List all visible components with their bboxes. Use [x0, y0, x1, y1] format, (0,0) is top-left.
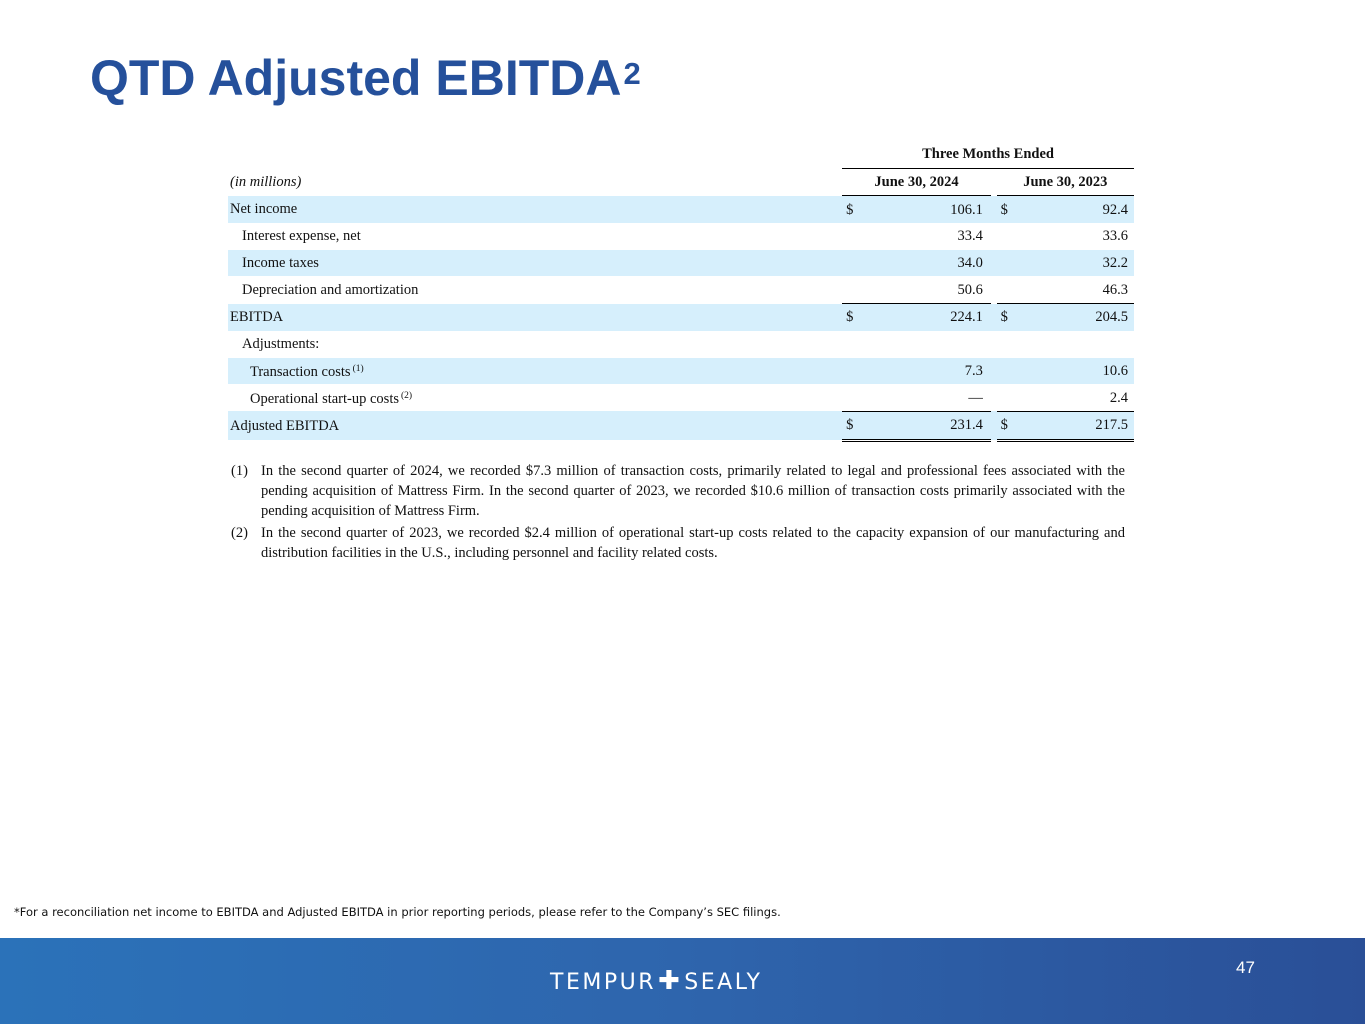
footnote-1 [231, 461, 1125, 521]
footnote-number: (1) [231, 463, 248, 479]
footnote-ref: (1) [352, 364, 364, 375]
plus-icon: ✚ [657, 966, 683, 996]
title-footnote-marker: 2 [623, 56, 641, 91]
period-group-header: Three Months Ended [842, 141, 1134, 168]
footnotes [231, 461, 1125, 565]
footnote-ref: (2) [401, 391, 413, 402]
value-2023: 217.5 [1030, 411, 1134, 440]
row-label: Transaction costs [250, 364, 351, 381]
row-label: Income taxes [228, 250, 837, 277]
value-2023: 92.4 [1030, 196, 1134, 223]
footnote-text: In the second quarter of 2023, we recorded $2.4 million of operational start-up costs related to the capacity expansion of our manufacturing and distribution facilities in the U.S., including personnel and facility related costs. [261, 525, 1125, 561]
value-2023: 46.3 [1102, 281, 1128, 298]
currency-2024: $ [842, 411, 875, 440]
currency-2023 [997, 331, 1030, 358]
table-row-transaction-costs [228, 358, 1134, 385]
table-row-startup-costs [228, 384, 1134, 411]
row-label: Depreciation and amortization [242, 282, 419, 299]
row-label: Net income [228, 196, 837, 223]
value-2023: 2.4 [1109, 389, 1128, 406]
footnote-number: (2) [231, 525, 248, 541]
currency-2023: $ [997, 304, 1030, 331]
slide-title-text: QTD Adjusted EBITDA [90, 50, 622, 106]
units-label: (in millions) [230, 174, 302, 191]
footnote-text: In the second quarter of 2024, we recorded $7.3 million of transaction costs, primarily related to legal and professional fees associated with the pending acquisition of Mattress Firm. In the second quarter of 2023, we recorded $10.6 million of transaction costs primarily associated with the pending acquisition of Mattress Firm. [261, 463, 1125, 519]
value-2024: 33.4 [957, 228, 983, 245]
table-row-interest-expense [228, 223, 1134, 250]
currency-2024 [842, 250, 875, 277]
value-2023: 204.5 [1030, 304, 1134, 331]
currency-2024 [842, 358, 875, 385]
currency-2024 [842, 223, 875, 250]
ebitda-reconciliation-table [228, 141, 1134, 442]
table-row-adjusted-ebitda [228, 411, 1134, 440]
currency-2023 [997, 276, 1030, 303]
row-label: Interest expense, net [242, 228, 361, 245]
currency-2023 [997, 384, 1030, 411]
row-label: EBITDA [228, 304, 837, 331]
table-column-header-row [228, 168, 1134, 196]
value-2024: 50.6 [957, 281, 983, 298]
currency-2023 [997, 223, 1030, 250]
currency-2024 [842, 276, 875, 303]
row-label: Operational start-up costs [250, 391, 399, 408]
value-2023: 33.6 [1102, 228, 1128, 245]
currency-2023: $ [997, 411, 1030, 440]
currency-2024 [842, 331, 875, 358]
currency-2024: $ [842, 196, 875, 223]
table-row-net-income [228, 196, 1134, 223]
column-header-2024: June 30, 2024 [842, 168, 991, 196]
value-2024 [875, 331, 991, 358]
slide-title [90, 48, 641, 108]
table-group-header-row [228, 141, 1134, 168]
currency-2023: $ [997, 196, 1030, 223]
table-row-depreciation [228, 276, 1134, 303]
currency-2024: $ [842, 304, 875, 331]
table-row-adjustments [228, 331, 1134, 358]
value-2024: 106.1 [875, 196, 991, 223]
table-row-income-taxes [228, 250, 1134, 277]
currency-2023 [997, 358, 1030, 385]
value-2024: 34.0 [875, 250, 991, 277]
value-2024: 224.1 [875, 304, 991, 331]
value-2024: 7.3 [875, 358, 991, 385]
page-number: 47 [1236, 958, 1255, 977]
value-2024: — [968, 389, 983, 406]
value-2023: 10.6 [1030, 358, 1134, 385]
row-label: Adjustments: [242, 336, 320, 353]
column-header-2023: June 30, 2023 [997, 168, 1134, 196]
logo-text-left: TEMPUR [550, 969, 656, 995]
value-2023: 32.2 [1030, 250, 1134, 277]
value-2024: 231.4 [875, 411, 991, 440]
value-2023 [1030, 331, 1134, 358]
source-note: *For a reconciliation net income to EBITDA and Adjusted EBITDA in prior reporting periods, please refer to the Company’s SEC filings. [14, 905, 781, 919]
table-row-ebitda [228, 304, 1134, 331]
currency-2023 [997, 250, 1030, 277]
currency-2024 [842, 384, 875, 411]
footnote-2 [231, 523, 1125, 563]
logo-text-right: SEALY [684, 969, 763, 995]
row-label: Adjusted EBITDA [228, 411, 837, 440]
tempur-sealy-logo [550, 967, 762, 997]
